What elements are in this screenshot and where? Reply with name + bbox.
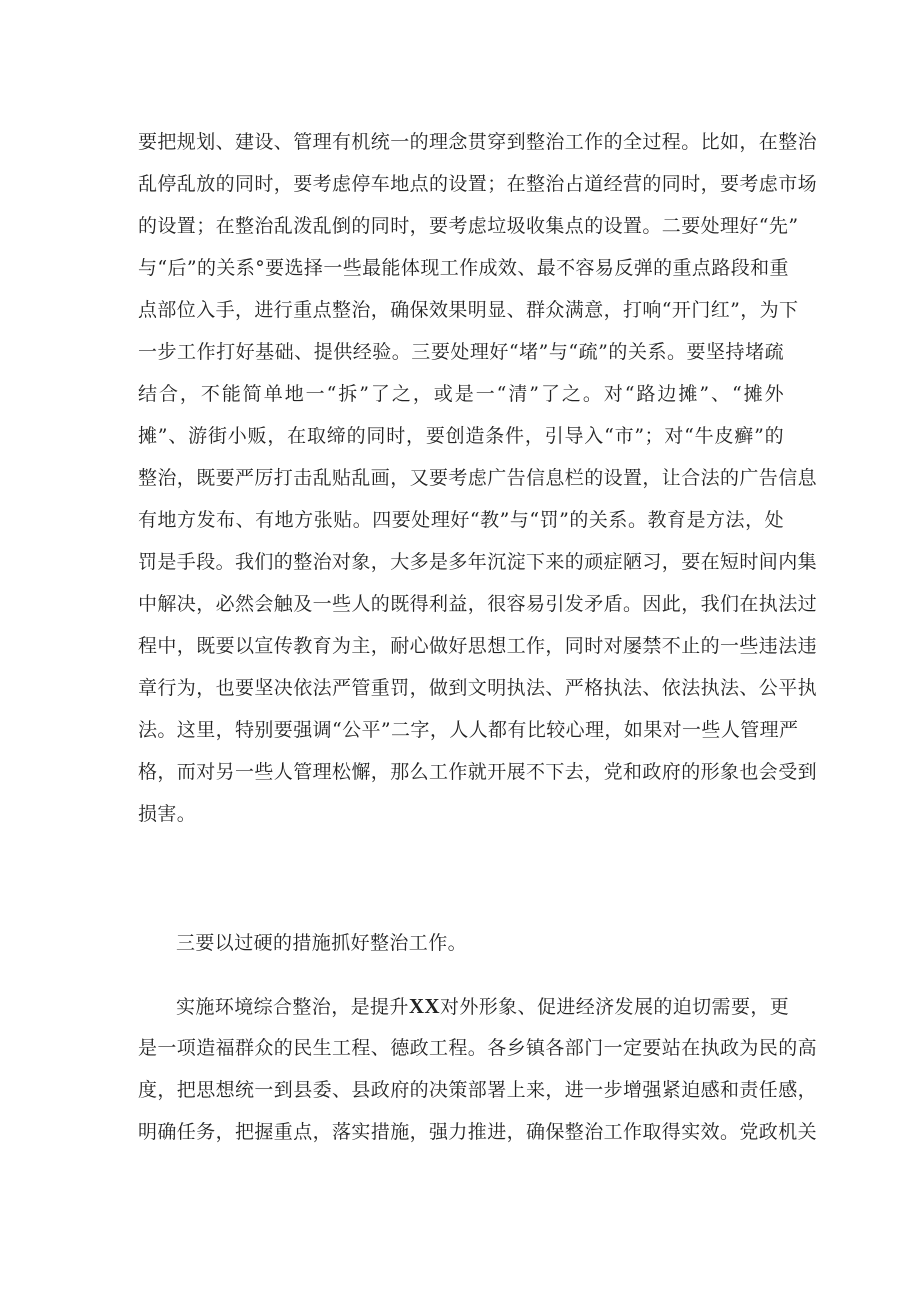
text-line: 章行为，也要坚决依法严管重罚，做到文明执法、严格执法、依法执法、公平执 [138, 677, 818, 699]
text-line: 格，而对另一些人管理松懈，那么工作就开展不下去，党和政府的形象也会受到 [138, 761, 818, 783]
text-line: 一步工作打好基础、提供经验。三要处理好“堵”与“疏”的关系。要坚持堵疏 [138, 341, 784, 363]
bold-placeholder: XX [408, 994, 440, 1018]
text-line: 罚是手段。我们的整治对象，大多是多年沉淀下来的顽症陋习，要在短时间内集 [138, 551, 818, 573]
text-line: 结合，不能简单地一“拆”了之，或是一“清”了之。对“路边摊”、“摊外 [138, 383, 784, 405]
text-line: 与“后”的关系°要选择一些最能体现工作成效、最不容易反弹的重点路段和重 [138, 257, 789, 279]
text-line: 的设置；在整治乱泼乱倒的同时，要考虑垃圾收集点的设置。二要处理好“先” [138, 215, 799, 237]
text-line: 损害。 [138, 803, 197, 825]
text-line: 中解决，必然会触及一些人的既得利益，很容易引发矛盾。因此，我们在执法过 [138, 593, 818, 615]
section-heading [138, 922, 784, 964]
text-line: 度，把思想统一到县委、县政府的决策部署上来，进一步增强紧迫感和责任感， [138, 1079, 818, 1101]
text-segment: 对外形象、促进经济发展的迫切需要，更 [439, 996, 790, 1018]
body-paragraph [138, 121, 818, 835]
body-paragraph [138, 985, 818, 1153]
text-line: 明确任务，把握重点，落实措施，强力推进，确保整治工作取得实效。党政机关 [138, 1121, 818, 1143]
text-line: 整治，既要严厉打击乱贴乱画，又要考虑广告信息栏的设置，让合法的广告信息 [138, 467, 818, 489]
text-line: 点部位入手，进行重点整治，确保效果明显、群众满意，打响“开门红”，为下 [138, 299, 799, 321]
text-line: 程中，既要以宣传教育为主，耐心做好思想工作，同时对屡禁不止的一些违法违 [138, 635, 818, 657]
text-line: 要把规划、建设、管理有机统一的理念贯穿到整治工作的全过程。比如，在整治 [138, 131, 818, 153]
text-line [138, 985, 790, 1027]
text-line: 摊”、游街小贩，在取缔的同时，要创造条件，引导入“市”；对“牛皮癣”的 [138, 425, 784, 447]
text-line: 法。这里，特别要强调“公平”二字，人人都有比较心理，如果对一些人管理严 [138, 719, 799, 741]
text-line: 是一项造福群众的民生工程、德政工程。各乡镇各部门一定要站在执政为民的高 [138, 1037, 818, 1059]
text-line: 乱停乱放的同时，要考虑停车地点的设置；在整治占道经营的同时，要考虑市场 [138, 173, 818, 195]
heading-text: 三要以过硬的措施抓好整治工作。 [176, 932, 468, 954]
text-line: 有地方发布、有地方张贴。四要处理好“教”与“罚”的关系。教育是方法，处 [138, 509, 784, 531]
text-segment: 实施环境综合整治，是提升 [176, 996, 409, 1018]
